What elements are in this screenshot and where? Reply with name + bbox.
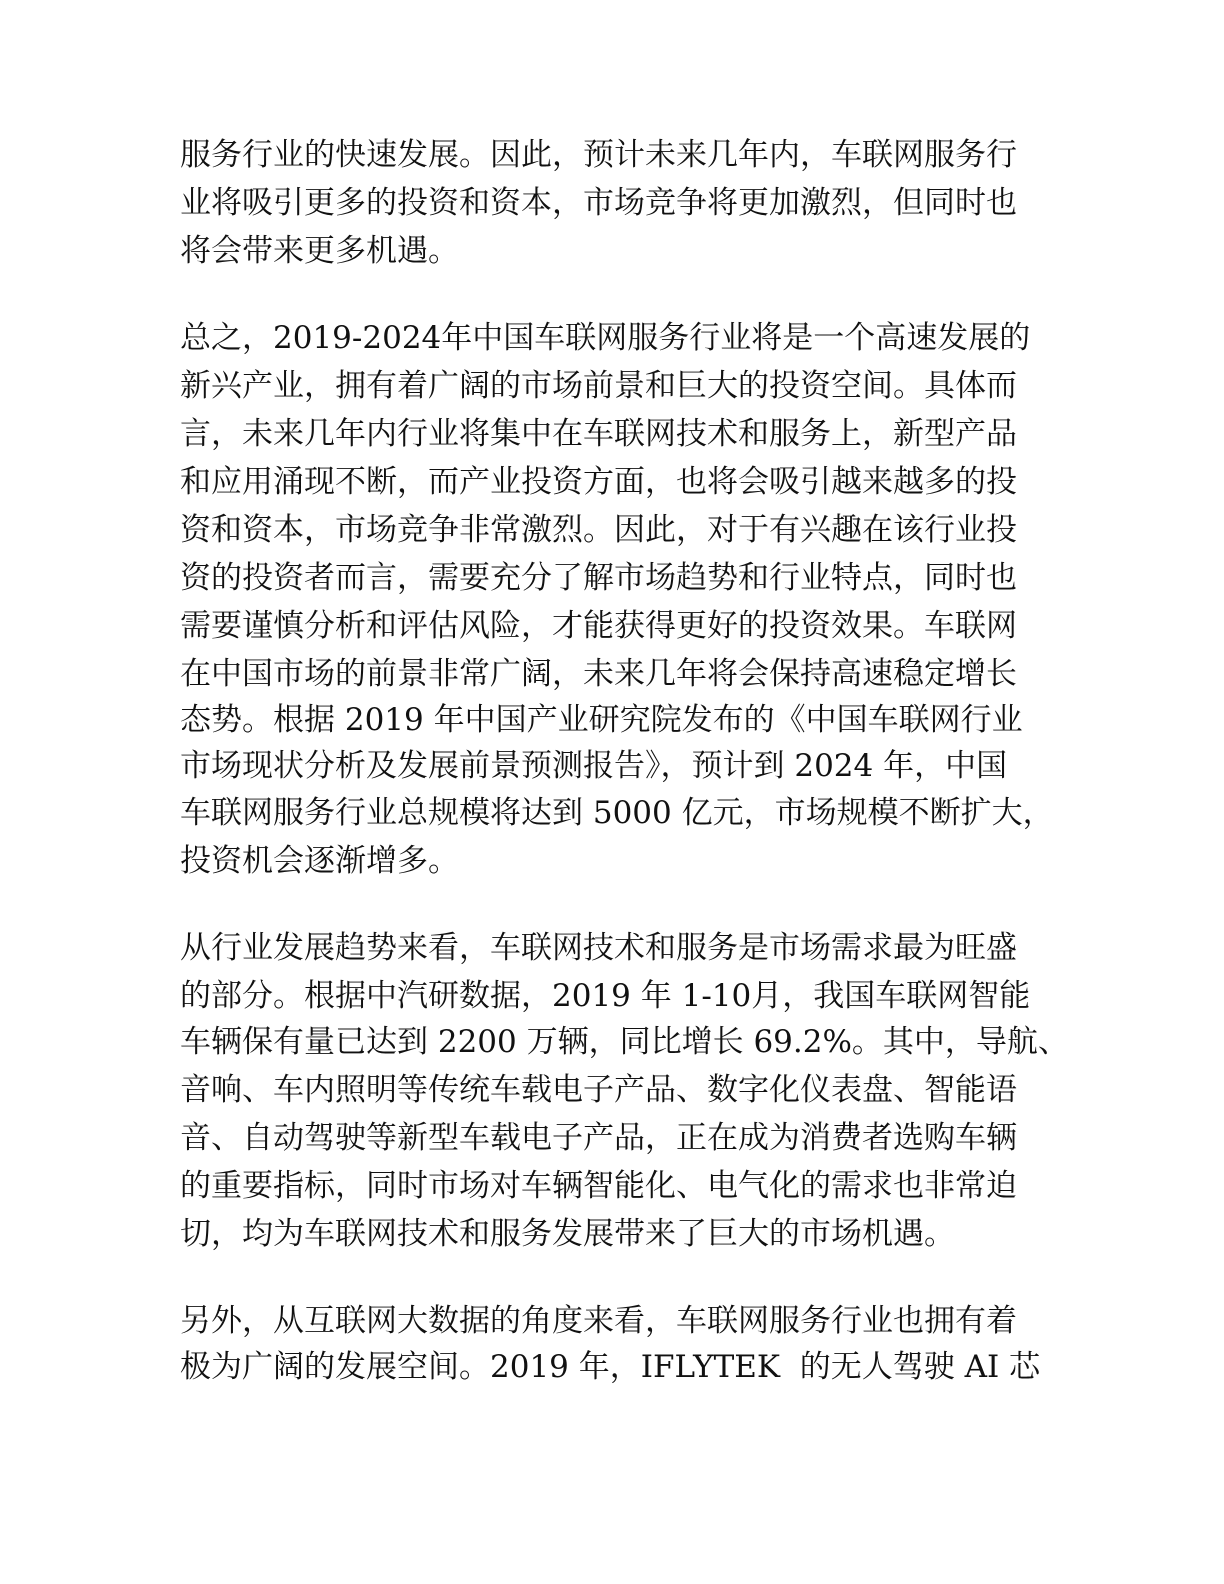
- paragraph-3-line-2: 的部分。根据中汽研数据，2019 年 1-10月，我国车联网智能: [180, 978, 1031, 1014]
- paragraph-3-line-3: 车辆保有量已达到 2200 万辆，同比增长 69.2%。其中，导航、: [180, 1024, 1069, 1060]
- paragraph-2-line-8: 在中国市场的前景非常广阔，未来几年将会保持高速稳定增长: [180, 656, 1017, 692]
- paragraph-1-line-2: 业将吸引更多的投资和资本，市场竞争将更加激烈，但同时也: [180, 185, 1017, 221]
- paragraph-1-line-1: 服务行业的快速发展。因此，预计未来几年内，车联网服务行: [180, 137, 1017, 173]
- paragraph-4-line-2: 极为广阔的发展空间。2019 年，IFLYTEK 的无人驾驶 AI 芯: [180, 1349, 1041, 1385]
- paragraph-2-line-7: 需要谨慎分析和评估风险，才能获得更好的投资效果。车联网: [180, 608, 1017, 644]
- paragraph-2-line-6: 资的投资者而言，需要充分了解市场趋势和行业特点，同时也: [180, 560, 1017, 596]
- paragraph-4-line-1: 另外，从互联网大数据的角度来看，车联网服务行业也拥有着: [180, 1303, 1017, 1339]
- paragraph-3-line-6: 的重要指标，同时市场对车辆智能化、电气化的需求也非常迫: [180, 1168, 1017, 1204]
- paragraph-2-line-11: 车联网服务行业总规模将达到 5000 亿元，市场规模不断扩大，: [180, 795, 1054, 831]
- paragraph-1-line-3: 将会带来更多机遇。: [180, 233, 459, 269]
- paragraph-2-line-1: 总之，2019-2024年中国车联网服务行业将是一个高速发展的: [180, 320, 1031, 356]
- paragraph-2-line-10: 市场现状分析及发展前景预测报告》，预计到 2024 年，中国: [180, 748, 1008, 784]
- paragraph-3-line-7: 切，均为车联网技术和服务发展带来了巨大的市场机遇。: [180, 1216, 955, 1252]
- paragraph-2-line-12: 投资机会逐渐增多。: [180, 843, 459, 879]
- paragraph-2-line-9: 态势。根据 2019 年中国产业研究院发布的《中国车联网行业: [180, 702, 1023, 738]
- paragraph-3-line-5: 音、自动驾驶等新型车载电子产品，正在成为消费者选购车辆: [180, 1120, 1017, 1156]
- paragraph-3-line-4: 音响、车内照明等传统车载电子产品、数字化仪表盘、智能语: [180, 1072, 1017, 1108]
- paragraph-2-line-5: 资和资本，市场竞争非常激烈。因此，对于有兴趣在该行业投: [180, 512, 1017, 548]
- paragraph-2-line-4: 和应用涌现不断，而产业投资方面，也将会吸引越来越多的投: [180, 464, 1017, 500]
- paragraph-2-line-2: 新兴产业，拥有着广阔的市场前景和巨大的投资空间。具体而: [180, 368, 1017, 404]
- paragraph-3-line-1: 从行业发展趋势来看，车联网技术和服务是市场需求最为旺盛: [180, 930, 1017, 966]
- paragraph-2-line-3: 言，未来几年内行业将集中在车联网技术和服务上，新型产品: [180, 416, 1017, 452]
